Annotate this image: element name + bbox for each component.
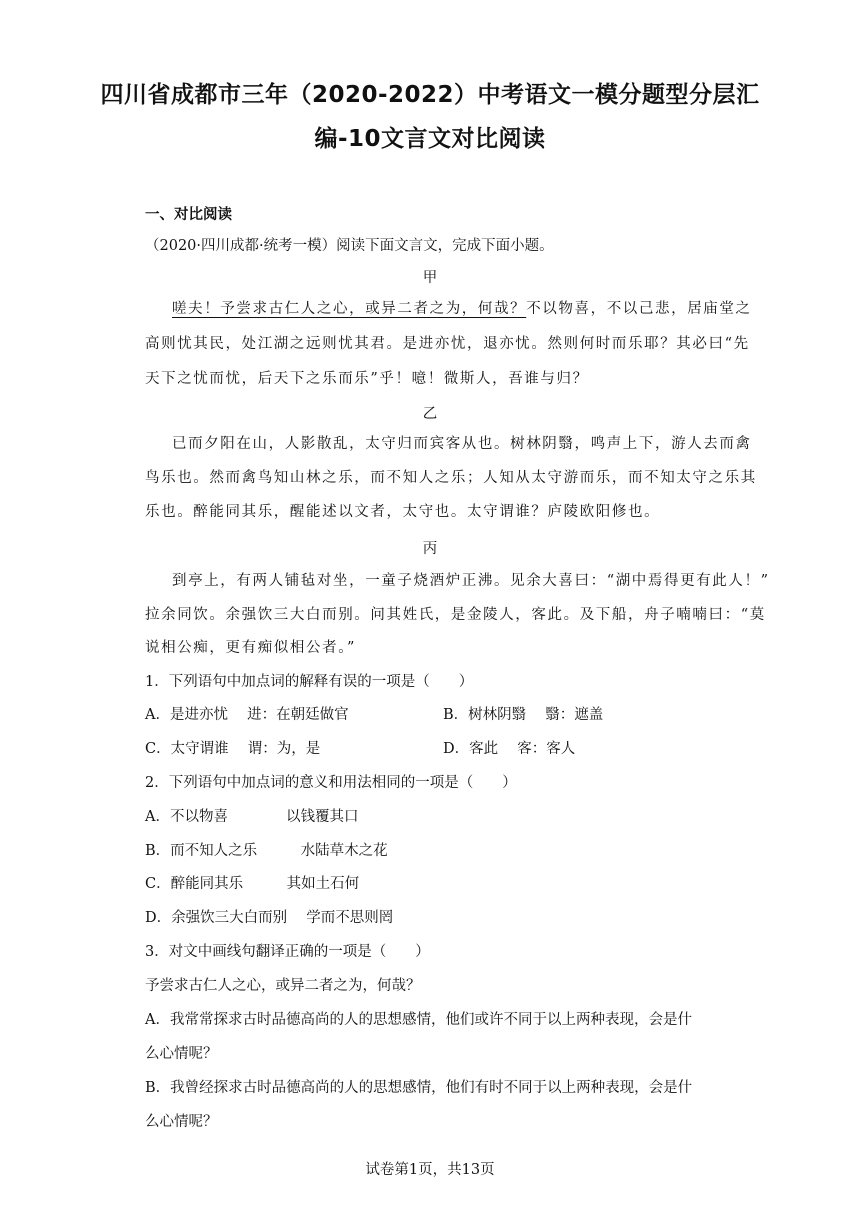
- page-footer: 试卷第1页，共13页: [365, 1162, 495, 1178]
- section-heading: 一、对比阅读: [145, 207, 232, 223]
- question-2-option-a: A．不以物喜 以钱覆其口: [145, 809, 359, 825]
- question-1-option-c: C．太守谓谁 谓：为，是: [145, 741, 321, 757]
- question-1-option-b: B．树林阴翳 翳：遮盖: [443, 707, 604, 723]
- question-2-option-c: C．醉能同其乐 其如土石何: [145, 876, 360, 892]
- question-2-option-d: D．余强饮三大白而别 学而不思则罔: [145, 910, 394, 926]
- passage-yi-line-2: 鸟乐也。然而禽鸟知山林之乐，而不知人之乐；人知从太守游而乐，而不知太守之乐其: [145, 470, 757, 486]
- question-3-option-b-line-2: 么心情呢？: [145, 1114, 218, 1130]
- underlined-sentence: 嗟夫！予尝求古仁人之心，或异二者之为，何哉？: [172, 301, 527, 317]
- passage-jia-line-2: 高则忧其民，处江湖之远则忧其君。是进亦忧，退亦忧。然则何时而乐耶？其必曰“先: [145, 336, 750, 352]
- passage-jia-line-1-rest: 不以物喜，不以己悲，居庙堂之: [526, 301, 752, 317]
- question-1-option-a: A．是进亦忧 进：在朝廷做官: [145, 707, 349, 723]
- passage-bing-line-2: 拉余同饮。余强饮三大白而别。问其姓氏，是金陵人，客此。及下船，舟子喃喃曰：“莫: [145, 607, 766, 623]
- question-2-stem: 2．下列语句中加点词的意义和用法相同的一项是（ ）: [145, 775, 517, 791]
- question-2-option-b: B．而不知人之乐 水陆草木之花: [145, 843, 388, 859]
- passage-yi-line-3: 乐也。醉能同其乐，醒能述以文者，太守也。太守谓谁？庐陵欧阳修也。: [145, 504, 661, 520]
- question-1-stem: 1．下列语句中加点词的解释有误的一项是（ ）: [145, 674, 474, 690]
- passage-bing-heading: 丙: [422, 541, 438, 557]
- passage-yi-heading: 乙: [422, 406, 438, 422]
- question-3-stem: 3．对文中画线句翻译正确的一项是（ ）: [145, 944, 430, 960]
- passage-jia-line-3: 天下之忧而忧，后天下之乐而乐”乎！噫！微斯人，吾谁与归？: [145, 371, 589, 387]
- document-title-line-2: 编-10文言文对比阅读: [314, 126, 546, 152]
- question-3-option-a-line-1: A．我常常探求古时品德高尚的人的思想感情，他们或许不同于以上两种表现，会是什: [145, 1012, 692, 1028]
- passage-bing-line-3: 说相公痴，更有痴似相公者。”: [145, 640, 357, 656]
- question-3-sentence: 予尝求古仁人之心，或异二者之为，何哉？: [145, 978, 421, 994]
- passage-bing-line-1: 到亭上，有两人铺毡对坐，一童子烧酒炉正沸。见余大喜曰：“湖中焉得更有此人！”: [172, 573, 770, 589]
- passage-jia-heading: 甲: [422, 270, 438, 286]
- document-title-line-1: 四川省成都市三年（2020-2022）中考语文一模分题型分层汇: [100, 82, 760, 108]
- passage-jia-line-1: [172, 297, 752, 318]
- source-note: （2020·四川成都·统考一模）阅读下面文言文，完成下面小题。: [145, 238, 554, 254]
- question-1-option-d: D．客此 客：客人: [443, 741, 576, 757]
- question-3-option-b-line-1: B．我曾经探求古时品德高尚的人的思想感情，他们有时不同于以上两种表现，会是什: [145, 1080, 693, 1096]
- question-3-option-a-line-2: 么心情呢？: [145, 1046, 218, 1062]
- passage-yi-line-1: 已而夕阳在山，人影散乱，太守归而宾客从也。树林阴翳，鸣声上下，游人去而禽: [172, 436, 752, 452]
